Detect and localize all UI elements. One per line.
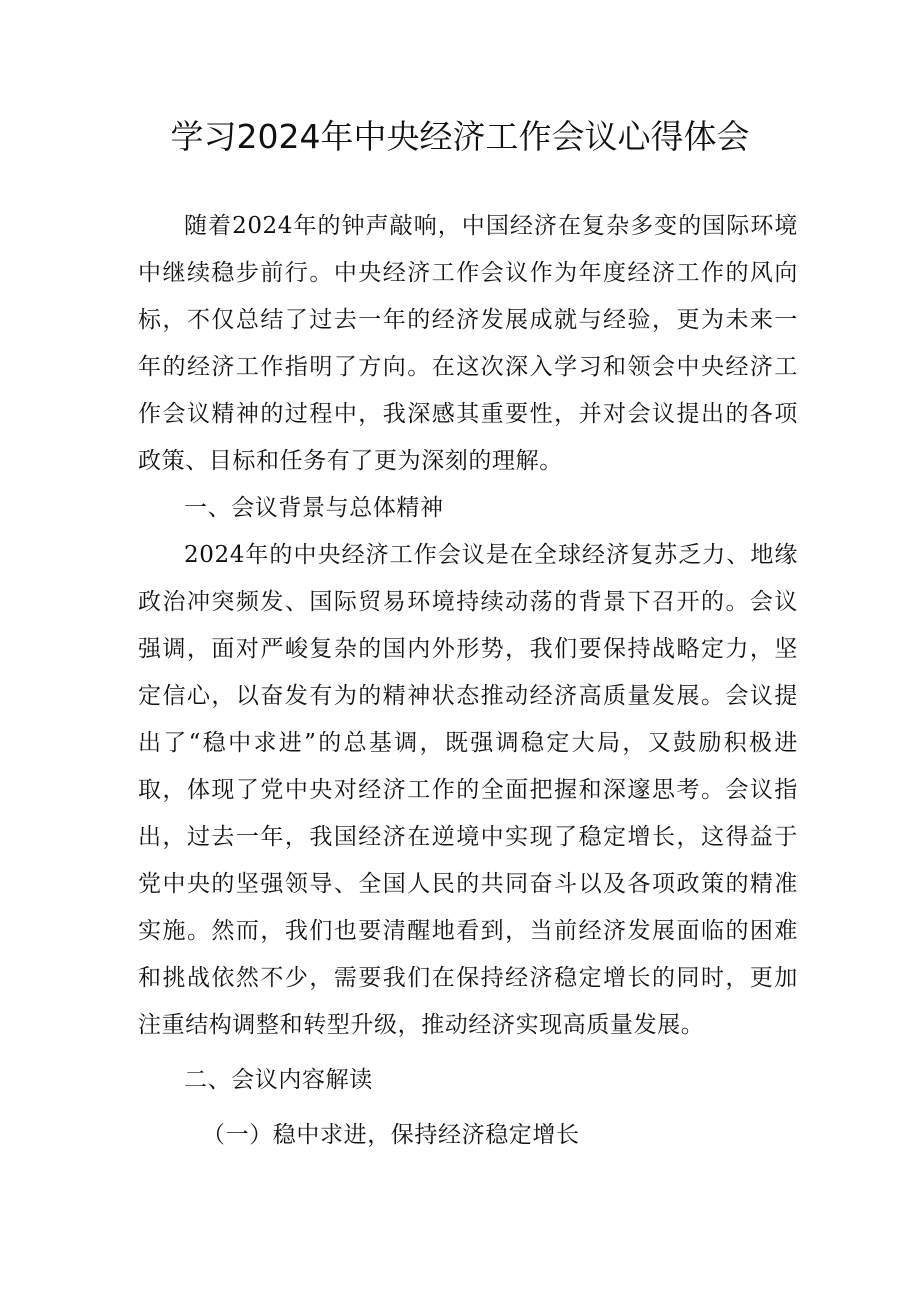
- document-title: 学习2024年中央经济工作会议心得体会: [170, 117, 750, 156]
- section-1-heading: 一、会议背景与总体精神: [184, 495, 444, 521]
- section-2-subheading-1: （一）稳中求进，保持经济稳定增长: [202, 1122, 580, 1148]
- intro-paragraph: 随着2024年的钟声敲响，中国经济在复杂多变的国际环境中继续稳步前行。中央经济工作会议作为年度经济工作的风向标，不仅总结了过去一年的经济发展成就与经验，更为未来一年的经济工作指明了方向。在这次深入学习和领会中央经济工作会议精神的过程中，我深感其重要性，并对会议提出的各项政策、目标和任务有了更为深刻的理解。: [138, 213, 798, 474]
- section-1-paragraph: 2024年的中央经济工作会议是在全球经济复苏乏力、地缘政治冲突频发、国际贸易环境持续动荡的背景下召开的。会议强调，面对严峻复杂的国内外形势，我们要保持战略定力，坚定信心，以奋发有为的精神状态推动经济高质量发展。会议提出了“稳中求进”的总基调，既强调稳定大局，又鼓励积极进取，体现了党中央对经济工作的全面把握和深邃思考。会议指出，过去一年，我国经济在逆境中实现了稳定增长，这得益于党中央的坚强领导、全国人民的共同奋斗以及各项政策的精准实施。然而，我们也要清醒地看到，当前经济发展面临的困难和挑战依然不少，需要我们在保持经济稳定增长的同时，更加注重结构调整和转型升级，推动经济实现高质量发展。: [138, 542, 798, 1038]
- section-2-heading: 二、会议内容解读: [184, 1067, 373, 1093]
- document-body: [138, 203, 798, 1159]
